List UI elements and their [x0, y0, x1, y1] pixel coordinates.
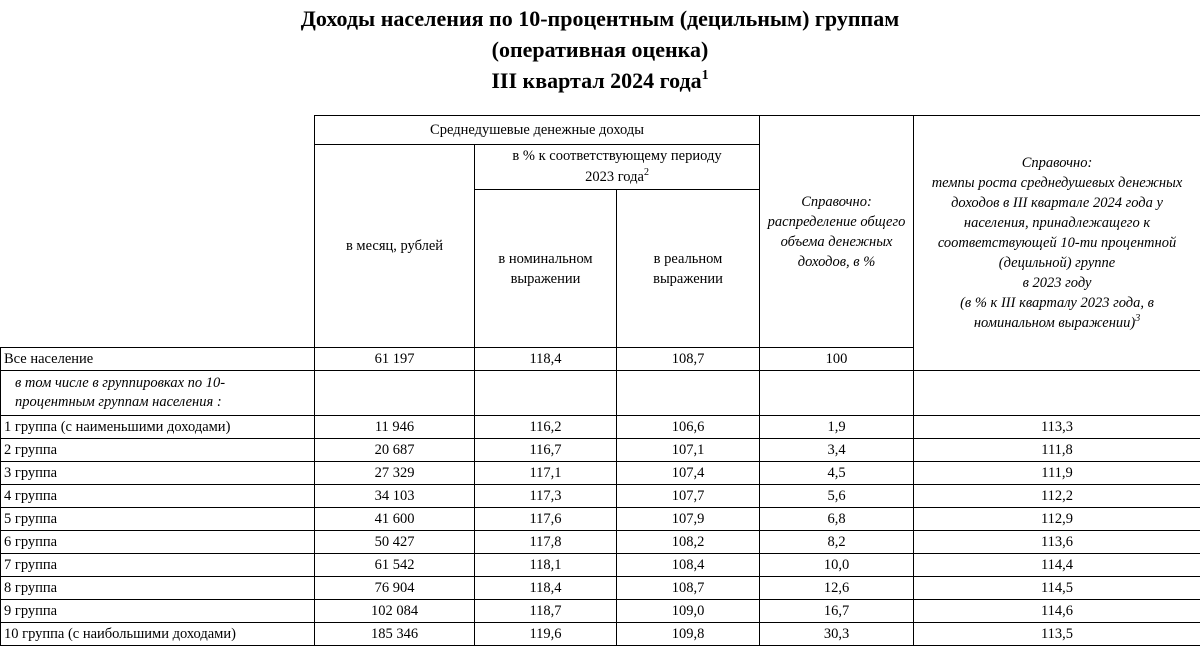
- cell-month: 61 197: [315, 348, 475, 371]
- empty-cell: [315, 371, 475, 416]
- row-label: Все население: [1, 348, 315, 371]
- cell-reference: 113,3: [914, 416, 1200, 439]
- cell-reference: 114,6: [914, 600, 1200, 623]
- cell-reference: 113,5: [914, 623, 1200, 646]
- cell-month: 50 427: [315, 531, 475, 554]
- table-row: [1, 600, 1200, 623]
- cell-nominal: 117,1: [475, 462, 617, 485]
- cell-nominal: 119,6: [475, 623, 617, 646]
- empty-cell: [760, 371, 914, 416]
- title-line-3: III квартал 2024 года$^1$: [491, 68, 709, 93]
- row-label: 7 группа: [1, 554, 315, 577]
- cell-nominal: 118,1: [475, 554, 617, 577]
- cell-month: 11 946: [315, 416, 475, 439]
- cell-real: 108,2: [617, 531, 760, 554]
- cell-share: 30,3: [760, 623, 914, 646]
- cell-month: 76 904: [315, 577, 475, 600]
- cell-nominal: 117,6: [475, 508, 617, 531]
- header-nominal: в номинальном выражении: [475, 190, 617, 348]
- title-line-1: Доходы населения по 10-процентным (децильным) группам: [300, 6, 900, 31]
- header-percent-line: в % к соответствующему периоду: [512, 148, 722, 164]
- cell-month: 27 329: [315, 462, 475, 485]
- cell-month: 61 542: [315, 554, 475, 577]
- cell-reference: 114,4: [914, 554, 1200, 577]
- row-label: 1 группа (с наименьшими доходами): [1, 416, 315, 439]
- cell-nominal: 118,4: [475, 577, 617, 600]
- header-reference-line-1: Справочно:: [1021, 155, 1093, 171]
- row-label: 3 группа: [1, 462, 315, 485]
- table-row: [1, 416, 1200, 439]
- table-row: [1, 577, 1200, 600]
- cell-real: 107,7: [617, 485, 760, 508]
- cell-month: 20 687: [315, 439, 475, 462]
- table-row: [1, 623, 1200, 646]
- cell-share: 4,5: [760, 462, 914, 485]
- cell-real: 109,8: [617, 623, 760, 646]
- cell-reference: 113,6: [914, 531, 1200, 554]
- cell-reference: 114,5: [914, 577, 1200, 600]
- cell-nominal: 117,3: [475, 485, 617, 508]
- empty-cell: [617, 371, 760, 416]
- cell-share: 100: [760, 348, 914, 371]
- row-label: 9 группа: [1, 600, 315, 623]
- cell-real: 107,4: [617, 462, 760, 485]
- cell-nominal: 116,2: [475, 416, 617, 439]
- header-reference-line-2: темпы роста среднедушевых денежных доходов в III квартале 2024 года у населения, принадлежащего к соответствующей 10-ти процентной (децильной) группе: [931, 175, 1183, 271]
- header-reference-line-3: в 2023 году: [1022, 275, 1092, 291]
- header-avg-income: Среднедушевые денежные доходы: [315, 116, 760, 145]
- title-line-2: (оперативная оценка): [491, 37, 709, 62]
- cell-share: 5,6: [760, 485, 914, 508]
- cell-month: 102 084: [315, 600, 475, 623]
- cell-share: 6,8: [760, 508, 914, 531]
- title-footnote-mark: 1: [701, 68, 709, 83]
- income-deciles-table: [0, 115, 1200, 646]
- year-footnote-mark: 2: [643, 167, 649, 178]
- table-row: [1, 531, 1200, 554]
- cell-real: 108,4: [617, 554, 760, 577]
- cell-reference: 112,2: [914, 485, 1200, 508]
- subheading-label: в том числе в группировках по 10-процентным группам населения :: [1, 371, 315, 416]
- cell-month: 185 346: [315, 623, 475, 646]
- row-label: 10 группа (с наибольшими доходами): [1, 623, 315, 646]
- cell-share: 12,6: [760, 577, 914, 600]
- table-row: [1, 554, 1200, 577]
- header-percent-to-period: [475, 145, 760, 190]
- reference-footnote-mark: 3: [1135, 313, 1141, 324]
- row-label: 4 группа: [1, 485, 315, 508]
- cell-reference: 112,9: [914, 508, 1200, 531]
- header-reference-line-4: (в % к III кварталу 2023 года, в номинальном выражении)$^3$: [960, 295, 1154, 331]
- table-row: [1, 462, 1200, 485]
- empty-cell: [475, 371, 617, 416]
- header-distribution: Справочно: распределение общего объема денежных доходов, в %: [760, 116, 914, 348]
- cell-real: 108,7: [617, 348, 760, 371]
- cell-real: 109,0: [617, 600, 760, 623]
- row-label: 6 группа: [1, 531, 315, 554]
- table-row: [1, 508, 1200, 531]
- table-row: [1, 439, 1200, 462]
- table-row: [1, 485, 1200, 508]
- cell-month: 41 600: [315, 508, 475, 531]
- row-label: 2 группа: [1, 439, 315, 462]
- header-year-line: 2023 года$^2$: [585, 167, 649, 185]
- row-label: 5 группа: [1, 508, 315, 531]
- cell-nominal: 116,7: [475, 439, 617, 462]
- cell-share: 3,4: [760, 439, 914, 462]
- cell-share: 10,0: [760, 554, 914, 577]
- cell-reference: 111,8: [914, 439, 1200, 462]
- empty-cell: [914, 371, 1200, 416]
- cell-month: 34 103: [315, 485, 475, 508]
- row-label: 8 группа: [1, 577, 315, 600]
- cell-nominal: 117,8: [475, 531, 617, 554]
- table-row-subheading: [1, 371, 1200, 416]
- header-real: в реальном выражении: [617, 190, 760, 348]
- document-title: [0, 3, 1200, 96]
- cell-real: 107,1: [617, 439, 760, 462]
- cell-nominal: 118,4: [475, 348, 617, 371]
- cell-reference: 111,9: [914, 462, 1200, 485]
- cell-share: 16,7: [760, 600, 914, 623]
- cell-real: 106,6: [617, 416, 760, 439]
- cell-real: 107,9: [617, 508, 760, 531]
- header-reference: [914, 116, 1200, 371]
- header-per-month: в месяц, рублей: [315, 145, 475, 348]
- cell-nominal: 118,7: [475, 600, 617, 623]
- cell-real: 108,7: [617, 577, 760, 600]
- cell-share: 1,9: [760, 416, 914, 439]
- cell-share: 8,2: [760, 531, 914, 554]
- header-corner-cell: [1, 116, 315, 348]
- decile-rows: [1, 416, 1200, 646]
